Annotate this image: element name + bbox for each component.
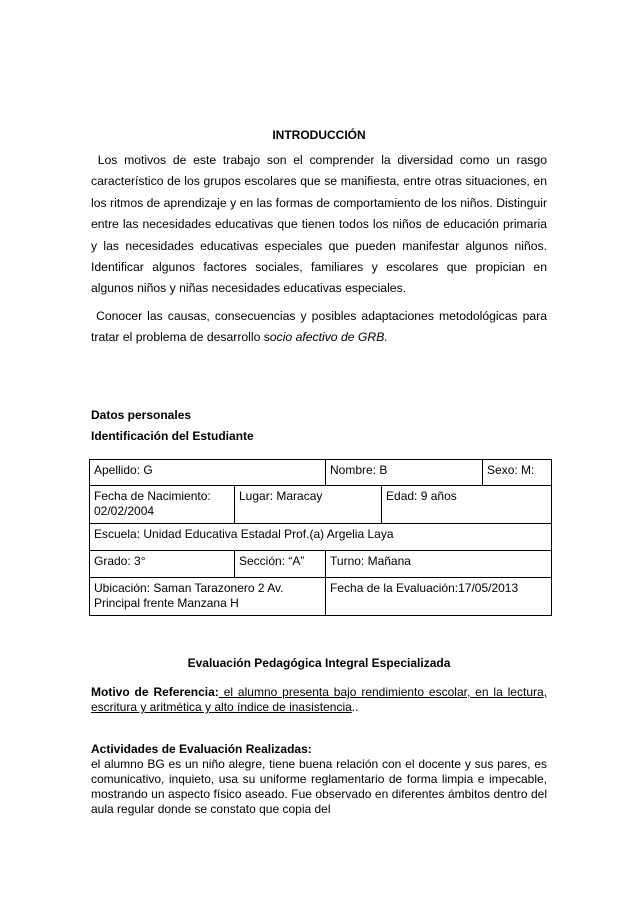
actividades-paragraph <box>91 742 547 817</box>
table-row <box>90 486 552 524</box>
nombre-cell: Nombre: B <box>326 460 483 486</box>
actividades-text: el alumno BG es un niño alegre, tiene buena relación con el docente y sus pares, es comunicativo, inquieto, usa su uniforme reglamentario de forma limpia e impecable, mostrando un aspecto físico aseado. Fue observado en diferentes ámbitos dentro del aula regular donde se constato que copia del <box>91 757 547 816</box>
motivo-suffix: .. <box>351 700 359 714</box>
intro-paragraph-2-text: Conocer las causas, consecuencias y posibles adaptaciones metodológicas para tratar el problema de desarrollo s <box>91 308 548 345</box>
motivo-text: el alumno presenta bajo rendimiento escolar, en la lectura, escritura y aritmética y alto índice de inasistencia <box>91 685 547 714</box>
apellido-cell: Apellido: G <box>90 460 326 486</box>
intro-paragraph-2 <box>91 306 547 349</box>
table-row <box>90 578 552 616</box>
fecha-nacimiento-cell <box>90 486 235 524</box>
datos-personales-heading: Datos personales <box>91 408 192 422</box>
identificacion-heading: Identificación del Estudiante <box>91 429 254 443</box>
table-row <box>90 551 552 578</box>
sexo-cell: Sexo: M: <box>483 460 552 486</box>
actividades-label: Actividades de Evaluación Realizadas: <box>91 742 312 756</box>
motivo-paragraph <box>91 685 547 715</box>
edad-cell: Edad: 9 años <box>382 486 552 524</box>
turno-cell: Turno: Mañana <box>326 551 552 578</box>
student-info-table <box>89 459 552 616</box>
grado-cell: Grado: 3° <box>90 551 235 578</box>
fecha-evaluacion-cell: Fecha de la Evaluación:17/05/2013 <box>326 578 552 616</box>
fecha-nacimiento-value: 02/02/2004 <box>94 504 155 518</box>
table-row <box>90 460 552 486</box>
motivo-label: Motivo de Referencia: <box>91 685 219 699</box>
fecha-nacimiento-label: Fecha de Nacimiento: <box>94 489 211 503</box>
ubicacion-line-1: Ubicación: Saman Tarazonero 2 Av. <box>94 581 284 595</box>
intro-paragraph-2-italic: ocio afectivo de GRB. <box>269 330 388 345</box>
evaluacion-heading: Evaluación Pedagógica Integral Especializada <box>187 656 451 670</box>
intro-paragraph-1-text: Los motivos de este trabajo son el comprender la diversidad como un rasgo característico de los grupos escolares que se manifiesta, entre otras situaciones, en los ritmos de aprendizaje y en las formas de comportamiento de los niños. Distinguir entre las necesidades educativas que tienen todos los niños de educación primaria y las necesidades educativas especiales que pueden manifestar algunos niños. Identificar algunos factores sociales, familiares y escolares que propician en algunos niños y niñas necesidades educativas especiales. <box>91 153 547 296</box>
escuela-cell: Escuela: Unidad Educativa Estadal Prof.(a) Argelia Laya <box>90 524 552 551</box>
seccion-cell: Sección: “A” <box>235 551 326 578</box>
page-title: INTRODUCCIÓN <box>272 128 366 142</box>
table-row <box>90 524 552 551</box>
intro-paragraph-1 <box>91 150 547 300</box>
lugar-cell: Lugar: Maracay <box>235 486 382 524</box>
introduction-text <box>91 150 547 349</box>
ubicacion-line-2: Principal frente Manzana H <box>94 596 239 610</box>
ubicacion-cell <box>90 578 326 616</box>
